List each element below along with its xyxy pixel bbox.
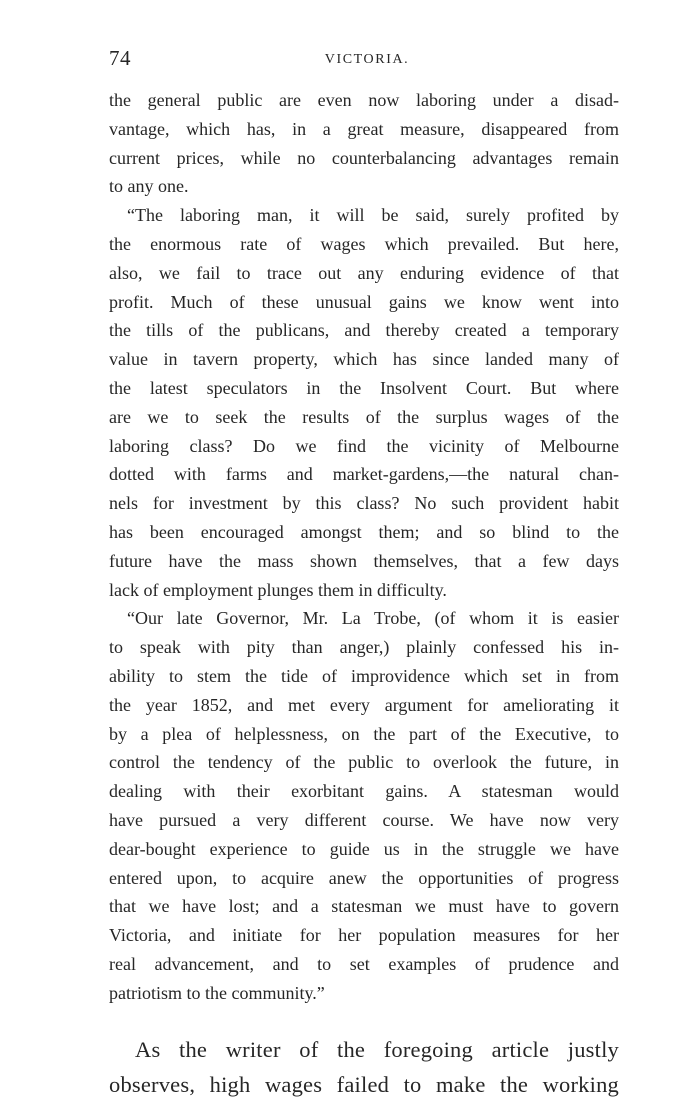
text-line: “The laboring man, it will be said, surely profited by [127, 205, 619, 226]
text-line: observes, high wages failed to make the working [109, 1071, 619, 1097]
paragraph-quote-laboring-man [109, 201, 619, 604]
text-line: laboring class? Do we find the vicinity of Melbourne [109, 435, 619, 456]
text-line: dotted with farms and market-gardens,—the natural chan- [109, 464, 619, 485]
paragraph-quote-la-trobe [109, 604, 619, 1007]
text-line: profit. Much of these unusual gains we know went into [109, 291, 619, 312]
text-line: to speak with pity than anger,) plainly confessed his in- [109, 637, 619, 658]
text-line: dear-bought experience to guide us in the struggle we have [109, 838, 619, 859]
text-line: the general public are even now laboring under a disad- [109, 90, 619, 110]
text-line: value in tavern property, which has since landed many of [109, 349, 619, 370]
text-line: control the tendency of the public to overlook the future, in [109, 752, 619, 773]
text-line: have pursued a very different course. We have now very [109, 809, 619, 830]
text-line: also, we fail to trace out any enduring evidence of that [109, 262, 619, 283]
paragraph-gap [109, 1008, 619, 1032]
text-line: patriotism to the community.” [109, 982, 325, 1003]
text-line: future have the mass shown themselves, that a few days [109, 550, 619, 571]
running-title: VICTORIA. [324, 52, 410, 67]
text-line: the latest speculators in the Insolvent Court. But where [109, 377, 619, 398]
text-line: lack of employment plunges them in difficulty. [109, 579, 447, 600]
text-line: dealing with their exorbitant gains. A statesman would [109, 781, 619, 802]
text-line: the year 1852, and met every argument for ameliorating it [109, 694, 619, 715]
paragraph-continuation [109, 86, 619, 201]
text-line: “Our late Governor, Mr. La Trobe, (of whom it is easier [127, 608, 619, 629]
text-line: the tills of the publicans, and thereby created a temporary [109, 320, 619, 341]
text-line: real advancement, and to set examples of prudence and [109, 953, 619, 974]
page-number: 74 [109, 46, 131, 70]
text-line: by a plea of helplessness, on the part of the Executive, to [109, 723, 619, 744]
text-line: to any one. [109, 176, 189, 197]
paragraph-author-commentary [109, 1032, 619, 1102]
running-head [109, 46, 619, 72]
text-line: As the writer of the foregoing article justly [135, 1036, 619, 1062]
text-line: that we have lost; and a statesman we must have to govern [109, 896, 619, 917]
text-line: entered upon, to acquire anew the opportunities of progress [109, 867, 619, 888]
text-line: ability to stem the tide of improvidence which set in from [109, 665, 619, 686]
text-line: nels for investment by this class? No such provident habit [109, 493, 619, 514]
text-line: has been encouraged amongst them; and so blind to the [109, 521, 619, 542]
text-line: vantage, which has, in a great measure, disappeared from [109, 118, 619, 139]
body-text [109, 86, 619, 1102]
text-line: the enormous rate of wages which prevailed. But here, [109, 233, 619, 254]
text-line: current prices, while no counterbalancing advantages remain [109, 147, 619, 168]
text-line: Victoria, and initiate for her population measures for her [109, 925, 619, 946]
text-line: are we to seek the results of the surplus wages of the [109, 406, 619, 427]
